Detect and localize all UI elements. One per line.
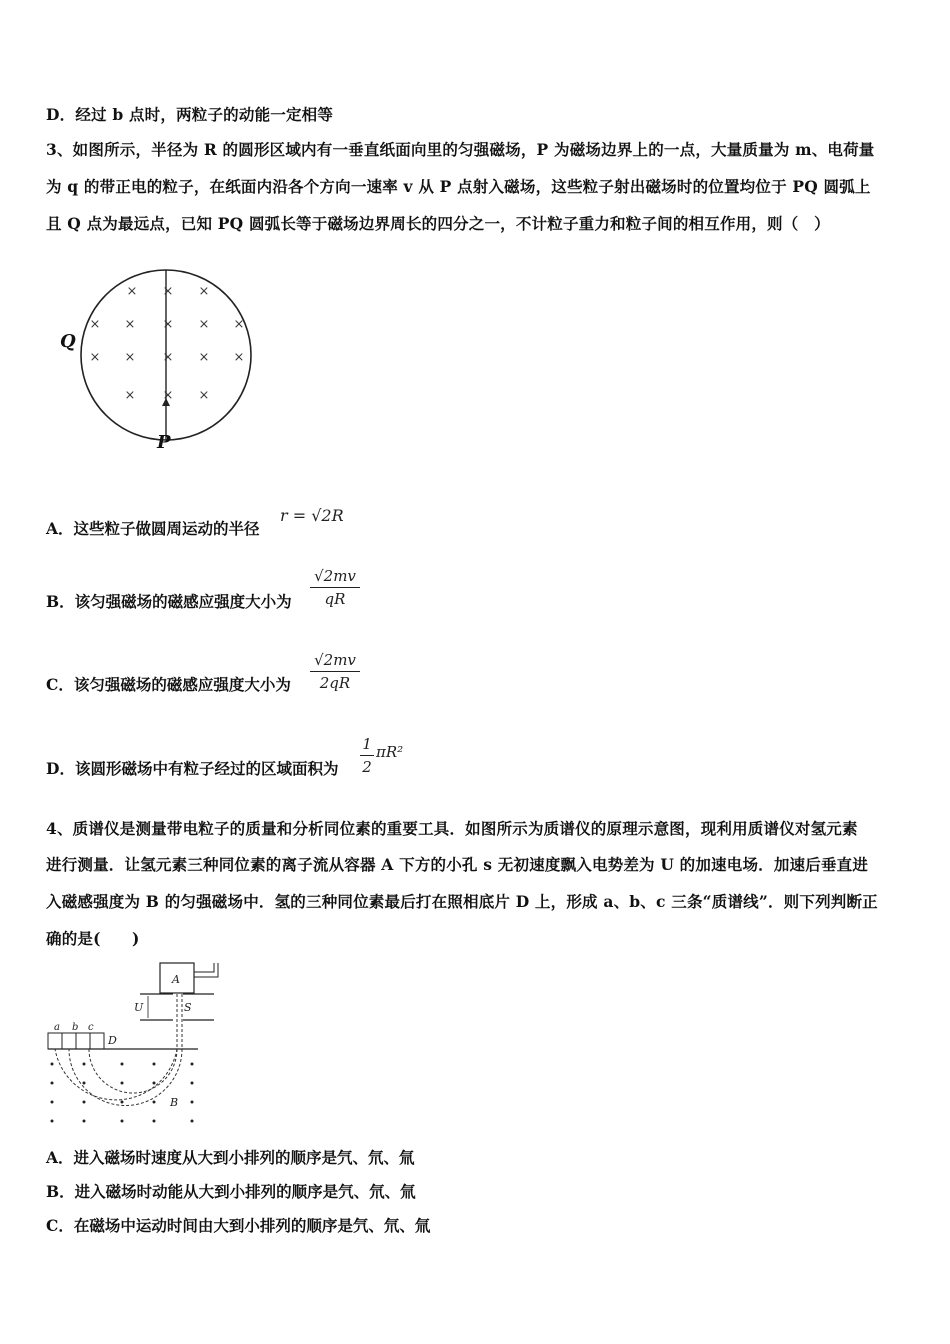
q3-option-a bbox=[46, 517, 260, 539]
svg-text:×: × bbox=[162, 284, 174, 299]
q3-magnetic-field-figure bbox=[50, 258, 270, 458]
label-container-a: A bbox=[172, 973, 180, 986]
svg-text:×: × bbox=[124, 350, 136, 365]
q3-stem-line1: 3、如图所示，半径为 R 的圆形区域内有一垂直纸面向里的匀强磁场，P 为磁场边界上的一点，大量质量为 m、电荷量 bbox=[46, 140, 875, 159]
svg-text:×: × bbox=[162, 388, 174, 403]
q3-option-b-fraction bbox=[310, 566, 360, 609]
q3-option-d bbox=[46, 757, 338, 779]
label-d: D bbox=[108, 1034, 117, 1047]
field-dots bbox=[51, 1063, 194, 1123]
trajectory-b bbox=[69, 994, 182, 1106]
label-c: c bbox=[88, 1022, 94, 1033]
q4-stem-line2: 进行测量．让氢元素三种同位素的离子流从容器 A 下方的小孔 s 无初速度飘入电势差为 U 的加速电场．加速后垂直进 bbox=[46, 855, 869, 874]
svg-text:×: × bbox=[233, 317, 245, 332]
svg-text:×: × bbox=[89, 350, 101, 365]
svg-text:×: × bbox=[162, 317, 174, 332]
svg-text:×: × bbox=[233, 350, 245, 365]
q3-option-c-numerator: √2mv bbox=[314, 651, 356, 669]
svg-text:×: × bbox=[124, 317, 136, 332]
q4-option-c: C．在磁场中运动时间由大到小排列的顺序是氕、氘、氚 bbox=[46, 1216, 431, 1235]
trajectory-c bbox=[89, 1049, 177, 1093]
q4-option-b: B．进入磁场时动能从大到小排列的顺序是氕、氘、氚 bbox=[46, 1182, 416, 1201]
svg-text:×: × bbox=[198, 317, 210, 332]
svg-text:×: × bbox=[124, 388, 136, 403]
svg-text:×: × bbox=[198, 388, 210, 403]
q3-option-c bbox=[46, 673, 291, 695]
svg-text:×: × bbox=[89, 317, 101, 332]
q3-option-d-numerator: 1 bbox=[362, 735, 372, 753]
q3-option-d-denominator: 2 bbox=[362, 758, 372, 776]
q3-option-b bbox=[46, 590, 292, 612]
q3-option-c-text: C．该匀强磁场的磁感应强度大小为 bbox=[46, 675, 291, 694]
q3-option-a-formula: r = √2R bbox=[280, 506, 344, 525]
label-a: a bbox=[54, 1022, 60, 1033]
q3-option-b-numerator: √2mv bbox=[314, 567, 356, 585]
q3-option-b-denominator: qR bbox=[324, 590, 346, 608]
q3-option-d-fraction bbox=[360, 734, 374, 777]
q3-option-c-denominator: 2qR bbox=[319, 674, 351, 692]
svg-text:×: × bbox=[162, 350, 174, 365]
q3-option-b-text: B．该匀强磁场的磁感应强度大小为 bbox=[46, 592, 292, 611]
q3-stem-line2: 为 q 的带正电的粒子，在纸面内沿各个方向一速率 v 从 P 点射入磁场，这些粒子射出磁场时的位置均位于 PQ 圆弧上 bbox=[46, 177, 871, 196]
prev-option-d: D．经过 b 点时，两粒子的动能一定相等 bbox=[46, 105, 334, 124]
label-p: P bbox=[157, 432, 171, 453]
label-s: S bbox=[184, 1001, 192, 1014]
inlet-pipe bbox=[194, 963, 214, 972]
label-field-b: B bbox=[170, 1096, 179, 1109]
label-b: b bbox=[72, 1022, 79, 1033]
q4-stem-line4: 确的是( ) bbox=[46, 929, 140, 948]
q4-stem-line1: 4、质谱仪是测量带电粒子的质量和分析同位素的重要工具．如图所示为质谱仪的原理示意图，现利用质谱仪对氢元素 bbox=[46, 819, 858, 838]
field-marks bbox=[90, 284, 245, 403]
q4-mass-spectrometer-figure bbox=[44, 958, 234, 1133]
q3-option-c-fraction bbox=[310, 650, 360, 693]
svg-text:×: × bbox=[126, 284, 138, 299]
q3-option-a-text: A．这些粒子做圆周运动的半径 bbox=[46, 519, 260, 538]
q3-option-d-tail: πR² bbox=[376, 743, 404, 761]
q4-stem-line3: 入磁感强度为 B 的匀强磁场中．氢的三种同位素最后打在照相底片 D 上，形成 a、b、c 三条“质谱线”．则下列判断正 bbox=[46, 892, 878, 911]
svg-text:×: × bbox=[198, 350, 210, 365]
label-u: U bbox=[134, 1001, 144, 1014]
label-q: Q bbox=[60, 331, 76, 352]
q3-stem-line3: 且 Q 点为最远点，已知 PQ 圆弧长等于磁场边界周长的四分之一，不计粒子重力和粒子间的相互作用，则（ ） bbox=[46, 214, 830, 233]
q3-option-d-text: D．该圆形磁场中有粒子经过的区域面积为 bbox=[46, 759, 339, 778]
q4-option-a: A．进入磁场时速度从大到小排列的顺序是氕、氘、氚 bbox=[46, 1148, 415, 1167]
svg-text:×: × bbox=[198, 284, 210, 299]
